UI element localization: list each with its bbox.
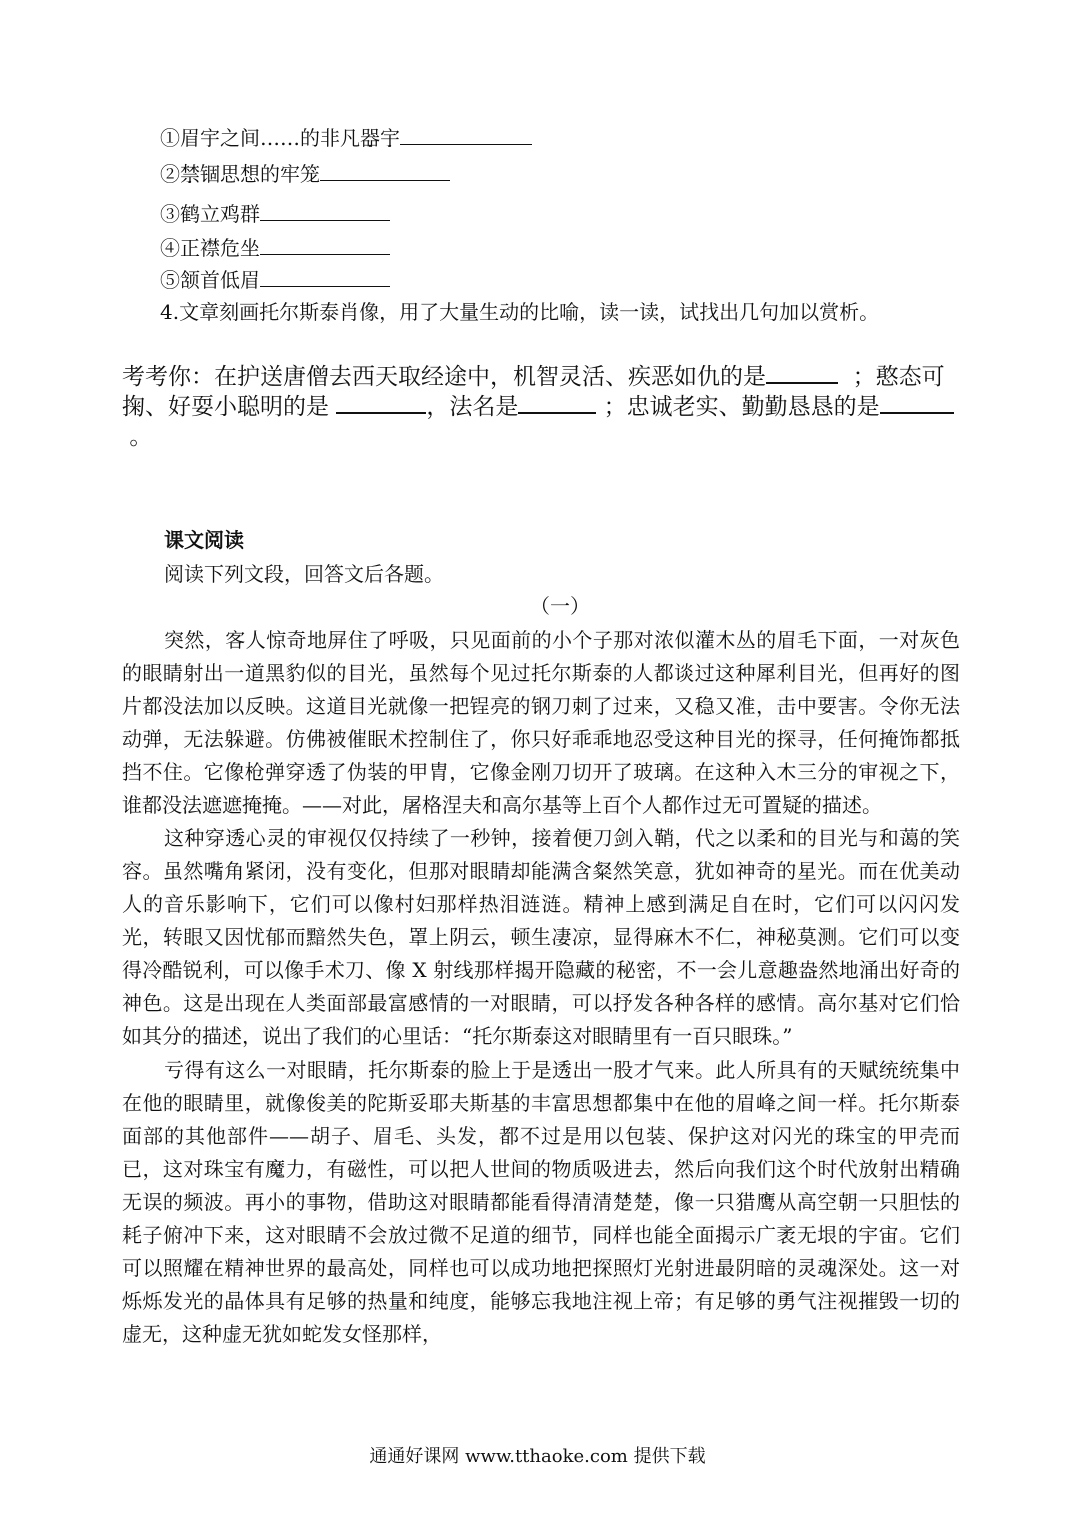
- answer-blank[interactable]: [400, 126, 532, 145]
- emphasis-char: 器: [360, 126, 380, 150]
- vocab-item-1-text: ①眉宇之间……的非凡: [160, 126, 360, 150]
- question-4: 4.文章刻画托尔斯泰肖像，用了大量生动的比喻，读一读，试找出几句加以赏析。: [160, 300, 880, 324]
- quiz-text: ；忠诚老实、勤勤恳恳的是: [603, 394, 880, 420]
- answer-blank[interactable]: [260, 202, 390, 221]
- answer-blank[interactable]: [260, 236, 390, 255]
- vocab-item-4: [160, 236, 390, 260]
- passage-paragraph-3: 亏得有这么一对眼睛，托尔斯泰的脸上于是透出一股才气来。此人所具有的天赋统统集中在他的眼睛里，就像俊美的陀斯妥耶夫斯基的丰富思想都集中在他的眉峰之间一样。托尔斯泰面部的其他部件——胡子、眉毛、头发，都不过是用以包装、保护这对闪光的珠宝的甲壳而已，这对珠宝有魔力，有磁性，可以把人世间的物质吸进去，然后向我们这个时代放射出精确无误的频波。再小的事物，借助这对眼睛都能看得清清楚楚，像一只猎鹰从高空朝一只胆怯的耗子俯冲下来，这对眼睛不会放过微不足道的细节，同样也能全面揭示广袤无垠的宇宙。它们可以照耀在精神世界的最高处，同样也可以成功地把探照灯光射进最阴暗的灵魂深处。这一对烁烁发光的晶体具有足够的热量和纯度，能够忘我地注视上帝；有足够的勇气注视摧毁一切的虚无，这种虚无犹如蛇发女怪那样，: [122, 1058, 960, 1346]
- reading-instruction: 阅读下列文段，回答文后各题。: [164, 562, 444, 586]
- vocab-item-3: [160, 202, 390, 226]
- page-footer: 通通好课网 www.tthaoke.com 提供下载: [369, 1446, 706, 1467]
- passage-paragraph-1: 突然，客人惊奇地屏住了呼吸，只见面前的小个子那对浓似灌木丛的眉毛下面，一对灰色的眼睛射出一道黑豹似的目光，虽然每个见过托尔斯泰的人都谈过这种犀利目光，但再好的图片都没法加以反映。这道目光就像一把锃亮的钢刀刺了过来，又稳又准，击中要害。令你无法动弹，无法躲避。仿佛被催眠术控制住了，你只好乖乖地忍受这种目光的探寻，任何掩饰都抵挡不住。它像枪弹穿透了伪装的甲胄，它像金刚刀切开了玻璃。在这种入木三分的审视之下，谁都没法遮遮掩掩。——对此，屠格涅夫和高尔基等上百个人都作过无可置疑的描述。: [122, 628, 960, 817]
- answer-blank[interactable]: [320, 162, 450, 181]
- vocab-item-2-text: 锢思想的牢笼: [200, 162, 320, 186]
- answer-blank[interactable]: [766, 364, 838, 384]
- answer-blank[interactable]: [518, 394, 596, 414]
- vocab-item-2-number: ②: [160, 162, 180, 186]
- quiz-text: ，法名是: [426, 394, 519, 420]
- vocab-item-5-text: ⑤颔首低眉: [160, 268, 260, 292]
- emphasis-char: 禁: [180, 162, 200, 186]
- section-heading: 课文阅读: [164, 528, 244, 552]
- answer-blank[interactable]: [260, 268, 390, 287]
- passage-number: （一）: [530, 594, 590, 618]
- quiz-text: 考考你：在护送唐僧去西天取经途中，机智灵活、疾恶如仇的是: [122, 364, 766, 390]
- vocab-item-5: [160, 268, 390, 292]
- passage-paragraph-2: 这种穿透心灵的审视仅仅持续了一秒钟，接着便刀剑入鞘，代之以柔和的目光与和蔼的笑容。虽然嘴角紧闭，没有变化，但那对眼睛却能满含粲然笑意，犹如神奇的星光。而在优美动人的音乐影响下，它们可以像村妇那样热泪涟涟。精神上感到满足自在时，它们可以闪闪发光，转眼又因忧郁而黯然失色，罩上阴云，顿生凄凉，显得麻木不仁，神秘莫测。它们可以变得冷酷锐利，可以像手术刀、像 X 射线那样揭开隐藏的秘密，不一会儿意趣盎然地涌出好奇的神色。这是出现在人类面部最富感情的一对眼睛，可以抒发各种各样的感情。高尔基对它们恰如其分的描述，说出了我们的心里话：“托尔斯泰这对眼睛里有一百只眼珠。”: [122, 826, 960, 1048]
- vocab-item-1: [160, 126, 532, 150]
- quiz-text: ；憨态可掬、好耍小聪明的是: [122, 364, 945, 420]
- answer-blank[interactable]: [880, 394, 954, 414]
- emphasis-char: 宇: [380, 126, 400, 150]
- vocab-item-3-text: ③鹤立鸡群: [160, 202, 260, 226]
- answer-blank[interactable]: [336, 394, 426, 414]
- vocab-item-2: [160, 162, 450, 186]
- quiz-text: 。: [129, 424, 153, 450]
- quiz-paragraph: [122, 362, 962, 452]
- vocab-item-4-text: ④正襟危坐: [160, 236, 260, 260]
